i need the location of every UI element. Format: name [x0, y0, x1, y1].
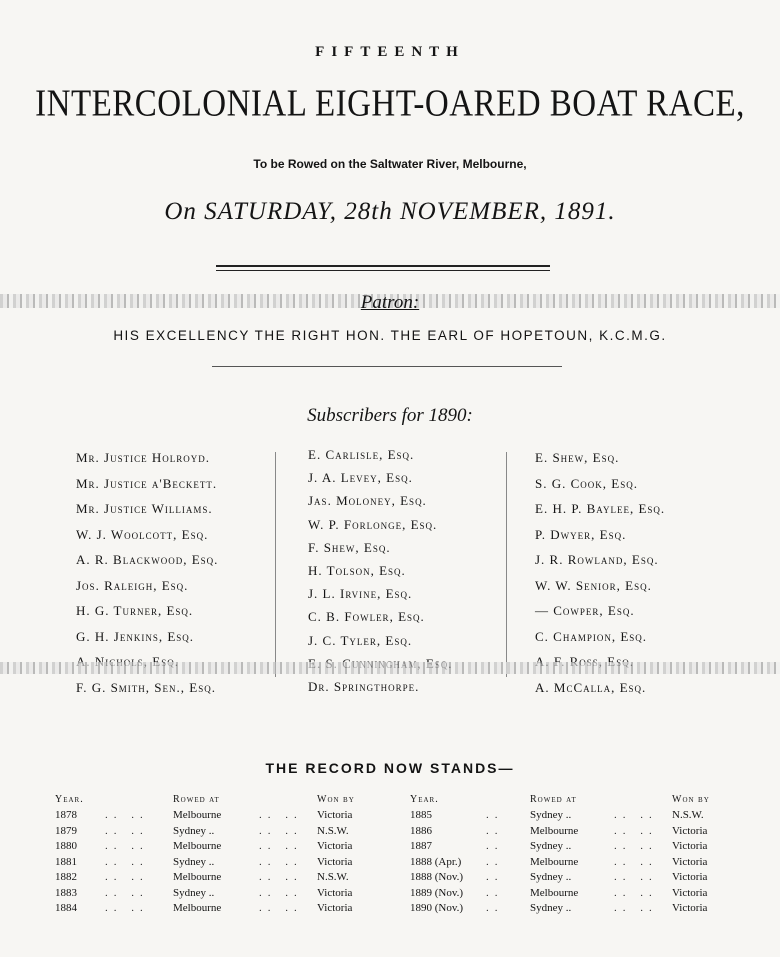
won-by-cell: Victoria — [317, 902, 353, 914]
record-table-left — [55, 790, 375, 917]
paper-crease — [0, 662, 780, 674]
column-header-won-by: Won by — [672, 793, 710, 805]
subscriber-name: Mr. Justice a'Beckett. — [76, 475, 218, 491]
subscriber-name: A. R. Blackwood, Esq. — [76, 552, 219, 567]
won-by-cell: Victoria — [672, 871, 708, 883]
year-cell: 1883 — [55, 886, 77, 899]
record-heading: THE RECORD NOW STANDS— — [265, 760, 515, 776]
rowed-at-cell: Melbourne — [173, 902, 222, 914]
subscribers-column-2 — [308, 443, 548, 698]
won-by-cell: N.S.W. — [317, 824, 349, 837]
rowed-at-cell: Melbourne — [530, 886, 579, 899]
subscriber-name: F. G. Smith, Sen., Esq. — [76, 679, 216, 695]
double-rule-top — [216, 265, 550, 267]
subscriber-name: J. A. Levey, Esq. — [308, 470, 413, 486]
rowed-at-cell: Sydney .. — [173, 855, 215, 868]
table-row: 1883 .. .. Sydney .. .. .. Victoria — [55, 886, 375, 902]
table-row: 1888 (Nov.) .. Sydney .. .. .. Victoria — [410, 870, 730, 886]
subscriber-name: J. R. Rowland, Esq. — [535, 552, 659, 567]
year-cell: 1884 — [55, 902, 77, 914]
table-row: 1890 (Nov.) .. Sydney .. .. .. Victoria — [410, 901, 730, 917]
subscriber-name: Jas. Moloney, Esq. — [308, 493, 427, 509]
patron-rule — [212, 366, 562, 367]
column-header-won-by: Won by — [317, 793, 355, 805]
table-row: 1882 .. .. Melbourne .. .. N.S.W. — [55, 870, 375, 886]
won-by-cell: Victoria — [672, 902, 708, 914]
year-cell: 1890 (Nov.) — [410, 902, 464, 914]
won-by-cell: Victoria — [672, 824, 708, 837]
subscriber-name: P. Dwyer, Esq. — [535, 526, 627, 542]
table-row: 1879 .. .. Sydney .. .. .. N.S.W. — [55, 824, 375, 840]
won-by-cell: Victoria — [317, 886, 353, 899]
year-cell: 1886 — [410, 824, 432, 837]
subscriber-name: Mr. Justice Williams. — [76, 501, 213, 516]
column-header-year: Year. — [410, 793, 439, 805]
column-divider — [275, 452, 276, 677]
subscriber-name: E. H. P. Baylee, Esq. — [535, 501, 666, 516]
subscriber-name: Jos. Raleigh, Esq. — [76, 577, 189, 593]
venue-line: To be Rowed on the Saltwater River, Melbourne, — [253, 157, 527, 171]
rowed-at-cell: Sydney .. — [530, 840, 572, 852]
rowed-at-cell: Sydney .. — [173, 824, 215, 837]
won-by-cell: N.S.W. — [317, 871, 349, 883]
year-cell: 1879 — [55, 824, 77, 837]
subscriber-name: H. Tolson, Esq. — [308, 562, 406, 578]
won-by-cell: N.S.W. — [672, 809, 704, 821]
year-cell: 1885 — [410, 809, 432, 821]
table-row: 1889 (Nov.) .. Melbourne .. .. Victoria — [410, 886, 730, 902]
rowed-at-cell: Melbourne — [173, 871, 222, 883]
table-row: 1880 .. .. Melbourne .. .. Victoria — [55, 839, 375, 855]
subscriber-name: S. G. Cook, Esq. — [535, 475, 638, 491]
page-title: INTERCOLONIAL EIGHT-OARED BOAT RACE, — [35, 83, 745, 125]
won-by-cell: Victoria — [317, 809, 353, 821]
subscriber-name: W. P. Forlonge, Esq. — [308, 516, 438, 532]
column-divider — [506, 452, 507, 677]
won-by-cell: Victoria — [672, 840, 708, 852]
subscriber-name: Mr. Justice Holroyd. — [76, 450, 211, 465]
rowed-at-cell: Melbourne — [530, 824, 579, 837]
subscribers-heading: Subscribers for 1890: — [307, 405, 473, 426]
column-header-rowed-at: Rowed at — [530, 793, 577, 805]
subscriber-name: J. L. Irvine, Esq. — [308, 586, 413, 602]
patron-name: HIS EXCELLENCY THE RIGHT HON. THE EARL OF HOPETOUN, K.C.M.G. — [113, 328, 667, 343]
won-by-cell: Victoria — [317, 840, 353, 852]
rowed-at-cell: Melbourne — [173, 840, 222, 852]
subscriber-name: W. W. Senior, Esq. — [535, 577, 652, 593]
table-row: 1881 .. .. Sydney .. .. .. Victoria — [55, 855, 375, 871]
double-rule-bottom — [216, 270, 550, 271]
year-cell: 1888 (Nov.) — [410, 871, 464, 883]
subscriber-name: C. Champion, Esq. — [535, 628, 648, 644]
patron-heading: Patron: — [360, 292, 420, 313]
table-row: 1884 .. .. Melbourne .. .. Victoria — [55, 901, 375, 917]
race-date: On SATURDAY, 28th NOVEMBER, 1891. — [164, 198, 616, 225]
subscriber-name: G. H. Jenkins, Esq. — [76, 628, 195, 644]
rowed-at-cell: Sydney .. — [530, 809, 572, 821]
ordinal-heading: FIFTEENTH — [315, 44, 465, 60]
rowed-at-cell: Melbourne — [173, 809, 222, 821]
rowed-at-cell: Melbourne — [530, 855, 579, 868]
subscriber-name: — Cowper, Esq. — [535, 603, 635, 618]
subscriber-name: Dr. Springthorpe. — [308, 678, 420, 694]
year-cell: 1888 (Apr.) — [410, 855, 462, 868]
subscriber-name: A. McCalla, Esq. — [535, 679, 647, 695]
won-by-cell: Victoria — [672, 855, 708, 868]
won-by-cell: Victoria — [317, 855, 353, 868]
column-header-rowed-at: Rowed at — [173, 793, 220, 805]
year-cell: 1881 — [55, 855, 77, 868]
subscriber-name: H. G. Turner, Esq. — [76, 603, 194, 618]
year-cell: 1887 — [410, 840, 432, 852]
table-row: 1887 .. Sydney .. .. .. Victoria — [410, 839, 730, 855]
table-row: 1888 (Apr.) .. Melbourne .. .. Victoria — [410, 855, 730, 871]
rowed-at-cell: Sydney .. — [530, 902, 572, 914]
table-row: 1886 .. Melbourne .. .. Victoria — [410, 824, 730, 840]
subscriber-name: F. Shew, Esq. — [308, 539, 391, 555]
table-row: 1878 .. .. Melbourne .. .. Victoria — [55, 808, 375, 824]
subscriber-name: E. Shew, Esq. — [535, 450, 620, 465]
rowed-at-cell: Sydney .. — [530, 871, 572, 883]
year-cell: 1878 — [55, 809, 77, 821]
year-cell: 1882 — [55, 871, 77, 883]
subscriber-name: C. B. Fowler, Esq. — [308, 609, 425, 625]
rowed-at-cell: Sydney .. — [173, 886, 215, 899]
table-row: 1885 .. Sydney .. .. .. N.S.W. — [410, 808, 730, 824]
year-cell: 1889 (Nov.) — [410, 886, 464, 899]
won-by-cell: Victoria — [672, 886, 708, 899]
year-cell: 1880 — [55, 840, 77, 852]
record-table-right — [410, 790, 730, 917]
subscriber-name: E. Carlisle, Esq. — [308, 447, 415, 462]
subscriber-name: J. C. Tyler, Esq. — [308, 632, 413, 648]
column-header-year: Year. — [55, 793, 84, 805]
subscriber-name: W. J. Woolcott, Esq. — [76, 526, 209, 542]
